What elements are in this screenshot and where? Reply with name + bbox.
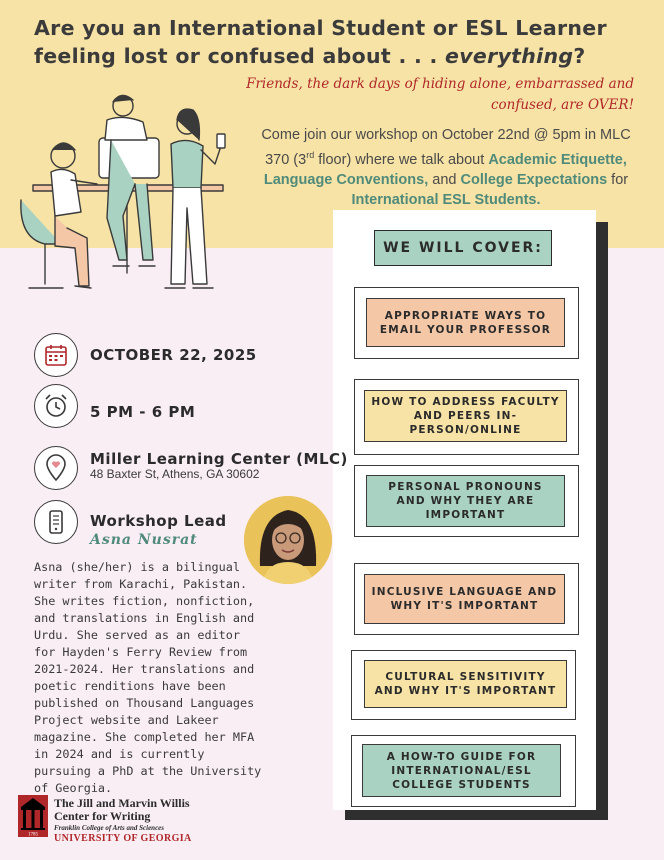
topic-item: HOW TO ADDRESS FACULTY AND PEERS IN-PERSON/ONLINE bbox=[364, 390, 567, 442]
location-address: 48 Baxter St, Athens, GA 30602 bbox=[90, 467, 260, 481]
intro-sup: rd bbox=[306, 150, 315, 160]
logo-text bbox=[54, 797, 192, 844]
intro-highlight-2: College Expectations bbox=[460, 171, 608, 188]
headline bbox=[34, 14, 644, 70]
workshop-lead-label: Workshop Lead bbox=[90, 512, 227, 530]
intro-part3: and bbox=[428, 171, 461, 188]
intro-highlight-1: Academic Etiquette, Language Conventions, bbox=[263, 151, 627, 188]
headline-line2-prefix: feeling lost or confused about . . . bbox=[34, 44, 446, 68]
intro-highlight-3: International ESL Students. bbox=[351, 191, 541, 208]
people-at-desk-illustration bbox=[15, 88, 250, 313]
topic-item: CULTURAL SENSITIVITY AND WHY IT'S IMPORTANT bbox=[364, 660, 567, 708]
topic-item: PERSONAL PRONOUNS AND WHY THEY ARE IMPORTANT bbox=[366, 475, 565, 527]
location-pin-icon bbox=[34, 446, 78, 490]
topic-item: APPROPRIATE WAYS TO EMAIL YOUR PROFESSOR bbox=[366, 298, 565, 347]
logo-line3: Franklin College of Arts and Sciences bbox=[54, 824, 165, 832]
intro-part1: Come join our workshop on October 22nd @ 5pm in MLC 370 (3 bbox=[261, 127, 631, 168]
headline-line2 bbox=[34, 42, 644, 70]
location-name: Miller Learning Center (MLC) bbox=[90, 450, 348, 468]
topic-item: INCLUSIVE LANGUAGE AND WHY IT'S IMPORTANT bbox=[364, 574, 565, 624]
topic-item: A HOW-TO GUIDE FOR INTERNATIONAL/ESL COLLEGE STUDENTS bbox=[362, 744, 561, 797]
event-time: 5 PM - 6 PM bbox=[90, 403, 196, 421]
presenter-bio: Asna (she/her) is a bilingual writer from Karachi, Pakistan. She writes fiction, nonfiction, and translations in English and Urdu. She served as an editor for Hayden's Ferry Review from 2021-2024. Her translations and poetic renditions have been published on Thousand Languages Project website and Lakeer magazine. She completed her MFA in 2024 and is currently pursuing a PhD at the University of Georgia. bbox=[34, 560, 262, 795]
alarm-clock-icon bbox=[34, 384, 78, 428]
workshop-lead-name: Asna Nusrat bbox=[90, 532, 198, 548]
headline-line1: Are you an International Student or ESL Learner bbox=[34, 16, 607, 40]
logo-line1: The Jill and Marvin Willis bbox=[54, 796, 190, 810]
we-will-cover-heading: WE WILL COVER: bbox=[374, 230, 552, 266]
logo-line4: UNIVERSITY OF GEORGIA bbox=[54, 833, 192, 844]
friends-note: Friends, the dark days of hiding alone, embarrassed and confused, are OVER! bbox=[246, 76, 634, 113]
headline-line2-suffix: ? bbox=[573, 44, 586, 68]
calendar-icon bbox=[34, 333, 78, 377]
uga-arch-logo bbox=[18, 795, 48, 837]
logo-line2: Center for Writing bbox=[54, 809, 151, 823]
headline-emphasis: everything bbox=[445, 44, 574, 68]
intro-part4: for bbox=[607, 171, 629, 188]
intro-paragraph bbox=[250, 125, 642, 210]
intro-part2: floor) where we talk about bbox=[314, 151, 489, 168]
phone-icon bbox=[34, 500, 78, 544]
event-date: OCTOBER 22, 2025 bbox=[90, 346, 257, 364]
logo-year: 1785 bbox=[28, 832, 38, 837]
